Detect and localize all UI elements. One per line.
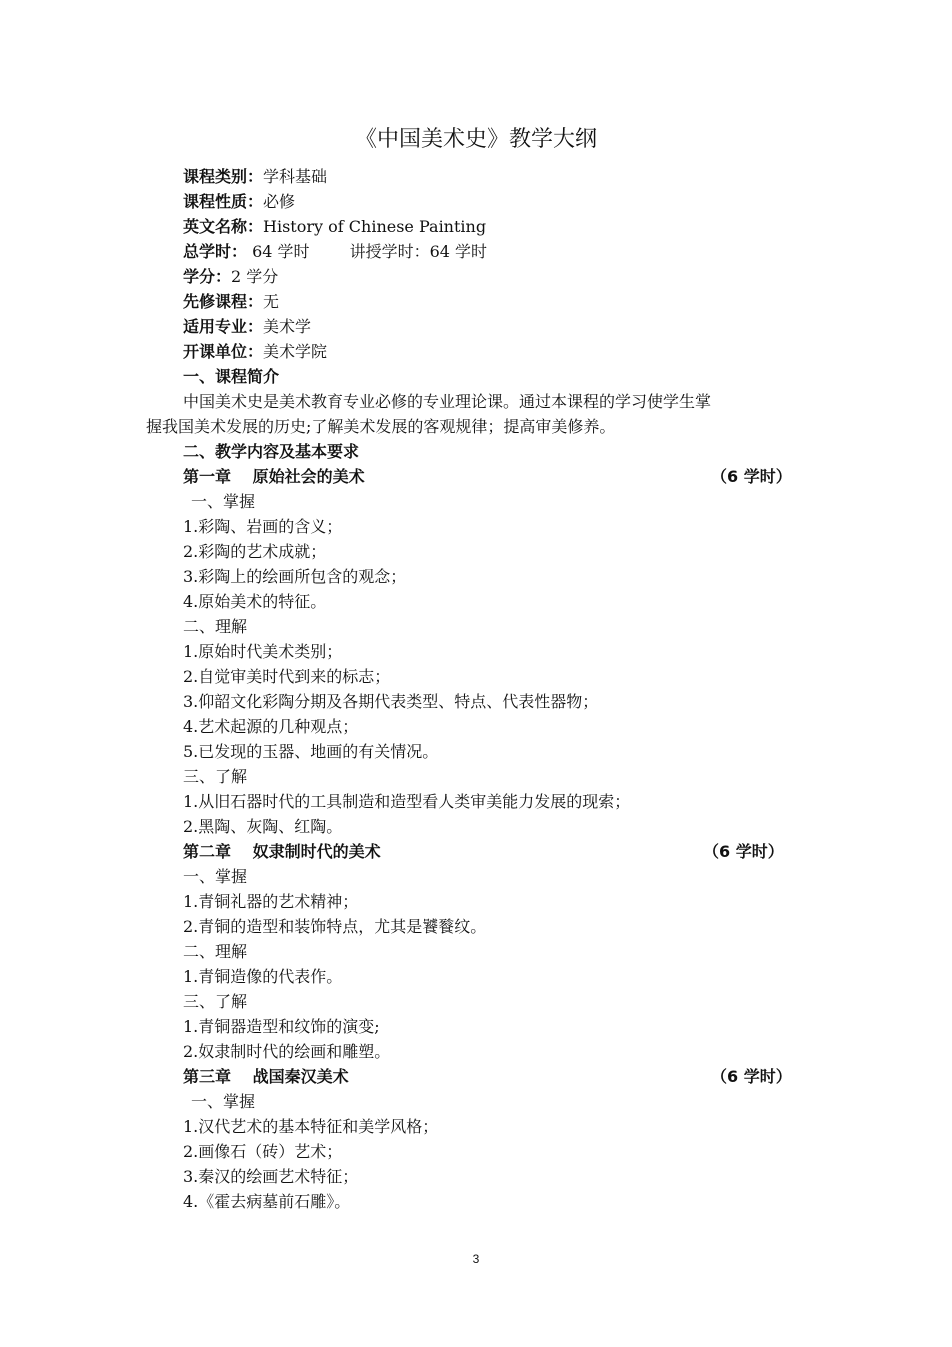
info-value: 64 学时 [429, 242, 488, 261]
info-english [0, 214, 952, 239]
subsection-heading: 一、掌握 [191, 492, 256, 511]
info-major [0, 314, 952, 339]
list-item: 2.自觉审美时代到来的标志； [183, 667, 391, 686]
info-value: History of Chinese Painting [263, 217, 487, 236]
info-label: 先修课程： [183, 292, 264, 311]
list-item: 1.汉代艺术的基本特征和美学风格； [183, 1117, 439, 1136]
info-value: 2 学分 [231, 267, 279, 286]
paragraph-line: 握我国美术发展的历史;了解美术发展的客观规律；提高审美修养。 [146, 417, 616, 436]
list-item: 2.青铜的造型和装饰特点，尤其是饕餮纹。 [183, 917, 487, 936]
info-nature [0, 189, 952, 214]
info-label: 课程性质： [183, 192, 264, 211]
info-unit [0, 339, 952, 364]
info-label: 适用专业： [183, 317, 264, 336]
info-value: 64 学时 [247, 242, 310, 261]
chapter-hours: （6 学时） [711, 467, 792, 486]
list-item: 1.青铜造像的代表作。 [183, 967, 343, 986]
info-value: 美术学院 [263, 342, 328, 361]
info-label: 讲授学时： [349, 242, 430, 261]
chapter-hours: （6 学时） [703, 842, 784, 861]
info-label: 英文名称： [183, 217, 264, 236]
list-item: 2.奴隶制时代的绘画和雕塑。 [183, 1042, 391, 1061]
list-item: 1.彩陶、岩画的含义； [183, 517, 343, 536]
list-item: 3.秦汉的绘画艺术特征； [183, 1167, 359, 1186]
page-number: 3 [472, 1252, 480, 1266]
subsection-heading: 二、理解 [183, 942, 248, 961]
info-value: 学科基础 [263, 167, 328, 186]
info-prereq [0, 289, 952, 314]
chapter-title: 第三章 战国秦汉美术 [183, 1067, 349, 1086]
paragraph-line: 中国美术史是美术教育专业必修的专业理论课。通过本课程的学习使学生掌 [183, 392, 712, 411]
list-item: 2.彩陶的艺术成就； [183, 542, 327, 561]
info-category [0, 164, 952, 189]
info-label: 课程类别： [183, 167, 264, 186]
list-item: 1.青铜器造型和纹饰的演变; [183, 1017, 380, 1036]
subsection-heading: 二、理解 [183, 617, 248, 636]
document-body [0, 164, 952, 1214]
chapter-title: 第一章 原始社会的美术 [183, 467, 365, 486]
chapter-heading [0, 1064, 952, 1089]
subsection-heading: 一、掌握 [191, 1092, 256, 1111]
list-item: 3.彩陶上的绘画所包含的观念； [183, 567, 407, 586]
list-item: 1.从旧石器时代的工具制造和造型看人类审美能力发展的现索； [183, 792, 631, 811]
list-item: 1.青铜礼器的艺术精神； [183, 892, 359, 911]
subsection-heading: 一、掌握 [183, 867, 248, 886]
chapter-heading [0, 464, 952, 489]
list-item: 4.原始美术的特征。 [183, 592, 327, 611]
info-credit [0, 264, 952, 289]
info-value: 无 [263, 292, 280, 311]
info-value: 美术学 [263, 317, 312, 336]
list-item: 4.艺术起源的几种观点； [183, 717, 359, 736]
list-item: 3.仰韶文化彩陶分期及各期代表类型、特点、代表性器物； [183, 692, 599, 711]
chapter-title: 第二章 奴隶制时代的美术 [183, 842, 381, 861]
list-item: 2.黑陶、灰陶、红陶。 [183, 817, 343, 836]
page-title: 《中国美术史》教学大纲 [354, 127, 597, 152]
info-label: 总学时： [183, 242, 248, 261]
list-item: 4.《霍去病墓前石雕》。 [183, 1192, 351, 1211]
info-label: 学分： [183, 267, 232, 286]
section-heading: 一、课程简介 [183, 367, 280, 386]
subsection-heading: 三、了解 [183, 992, 248, 1011]
list-item: 5.已发现的玉器、地画的有关情况。 [183, 742, 439, 761]
chapter-heading [0, 839, 952, 864]
chapter-hours: （6 学时） [711, 1067, 792, 1086]
list-item: 1.原始时代美术类别； [183, 642, 343, 661]
subsection-heading: 三、了解 [183, 767, 248, 786]
list-item: 2.画像石（砖）艺术； [183, 1142, 343, 1161]
info-hours [0, 239, 952, 264]
info-value: 必修 [263, 192, 296, 211]
info-label: 开课单位： [183, 342, 264, 361]
section-heading: 二、教学内容及基本要求 [183, 442, 360, 461]
